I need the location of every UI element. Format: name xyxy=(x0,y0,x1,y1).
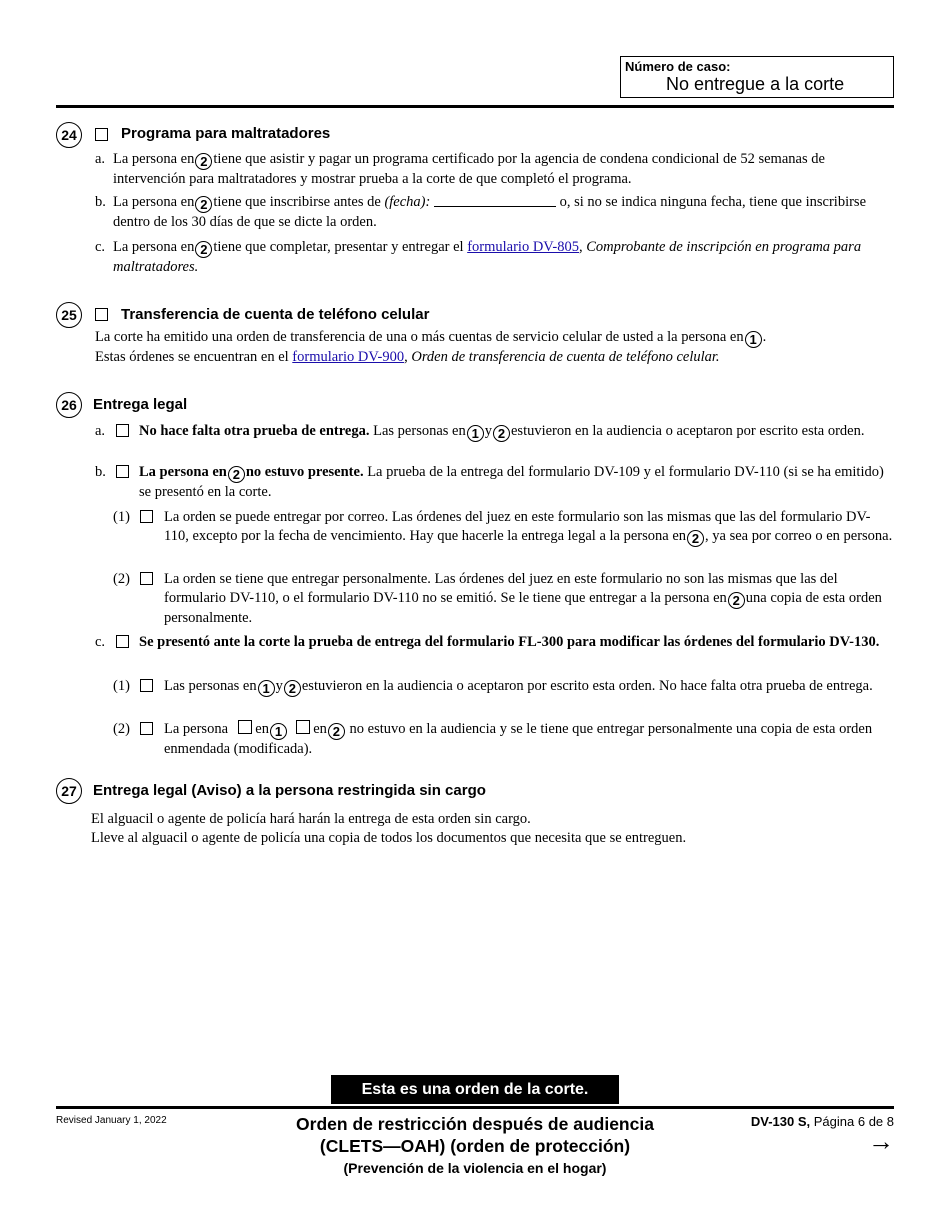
s26-c2-text: La persona en 1 en 2 no estuvo en la audiencia y se le tiene que entregar personalmente una copia de esta orden enmendada (modificada). xyxy=(164,721,873,757)
s26-b1-checkbox[interactable] xyxy=(140,510,153,523)
top-rule xyxy=(56,105,894,108)
section-24-title: Programa para maltratadores xyxy=(121,125,331,142)
s26-item-a-text: No hace falta otra prueba de entrega. Las personas en 1 y 2 estuvieron en la audiencia o aceptaron por escrito esta orden. xyxy=(139,423,865,441)
party-2-icon: 2 xyxy=(228,466,245,483)
s24-item-b-text: La persona en 2 tiene que inscribirse antes de (fecha): o, si no se indica ninguna fecha, tiene que inscribirse dentro de los 30 días de que se dicte la orden. xyxy=(113,194,867,230)
case-number-value: No entregue a la corte xyxy=(666,74,845,94)
party-2-icon: 2 xyxy=(328,723,345,740)
s26-item-c-checkbox[interactable] xyxy=(116,635,129,648)
party-2-icon: 2 xyxy=(284,680,301,697)
s26-b1-text: La orden se puede entregar por correo. Las órdenes del juez en este formulario son las mismas que las del formulario DV-110, excepto por la fecha de vencimiento. Hay que hacerle la entrega legal a la persona en 2 , ya sea por correo o en persona. xyxy=(164,509,893,546)
s26-b2-checkbox[interactable] xyxy=(140,572,153,585)
revised-date: Revised January 1, 2022 xyxy=(56,1115,167,1126)
party-2-icon: 2 xyxy=(728,592,745,609)
next-page-arrow-icon[interactable]: → xyxy=(868,1126,894,1156)
footer-rule xyxy=(56,1106,894,1109)
dv900-link[interactable]: formulario DV-900 xyxy=(292,349,405,365)
s24-item-c-text: La persona en 2 tiene que completar, presentar y entregar el formulario DV-805, Comprobante de inscripción en programa para maltratadores. xyxy=(113,239,862,275)
s26-c2-checkbox[interactable] xyxy=(140,722,153,735)
party-2-icon: 2 xyxy=(493,425,510,442)
section-27-title: Entrega legal (Aviso) a la persona restringida sin cargo xyxy=(93,782,486,799)
s24-item-c-label: c. xyxy=(95,239,106,255)
s26-c2-label: (2) xyxy=(113,721,130,737)
section-25-checkbox[interactable] xyxy=(95,308,108,321)
party-1-icon: 1 xyxy=(258,680,275,697)
s26-b2-text: La orden se tiene que entregar personalmente. Las órdenes del juez en este formulario no son las mismas que las del formulario DV-110, o el formulario DV-110 no se emitió. Se le tiene que entregar a la persona en 2 una copia de esta orden personalmente. xyxy=(164,571,882,626)
party-2-icon: 2 xyxy=(687,530,704,547)
s24-item-a-text: La persona en 2 tiene que asistir y pagar un programa certificado por la agencia de condena condicional de 52 semanas de intervención para maltratadores y mostrar prueba a la corte de que completó el programa. xyxy=(113,151,825,187)
s26-item-b-checkbox[interactable] xyxy=(116,465,129,478)
party-1-icon: 1 xyxy=(270,723,287,740)
dv805-link[interactable]: formulario DV-805 xyxy=(467,239,580,255)
party-1-icon: 1 xyxy=(467,425,484,442)
s26-c1-checkbox[interactable] xyxy=(140,679,153,692)
s26-c1-label: (1) xyxy=(113,678,130,694)
s26-item-b-text: La persona en 2 no estuvo presente. La prueba de la entrega del formulario DV-109 y el formulario DV-110 (si se ha emitido) se presentó en la corte. xyxy=(139,464,884,500)
party-2-icon: 2 xyxy=(195,196,212,213)
form-subtitle: (Prevención de la violencia en el hogar) xyxy=(343,1160,607,1176)
party-2-icon: 2 xyxy=(195,153,212,170)
section-25-number: 25 xyxy=(56,302,82,328)
s27-line-1: El alguacil o agente de policía hará harán la entrega de esta orden sin cargo. xyxy=(91,811,531,827)
s24-item-b-label: b. xyxy=(95,194,106,210)
court-order-banner: Esta es una orden de la corte. xyxy=(331,1075,619,1104)
s27-text xyxy=(91,810,891,848)
form-title-line-1: Orden de restricción después de audiencia xyxy=(296,1114,654,1134)
section-24-number: 24 xyxy=(56,122,82,148)
s25-text: La corte ha emitido una orden de transferencia de una o más cuentas de servicio celular de usted a la persona en 1 . Estas órdenes se encuentran en el formulario DV-900, Orden de transferencia de cuenta de teléfono celular. xyxy=(95,329,767,365)
s26-item-b-label: b. xyxy=(95,464,106,480)
s26-item-a-label: a. xyxy=(95,423,106,439)
s24-item-a-label: a. xyxy=(95,151,106,167)
s26-b2-label: (2) xyxy=(113,571,130,587)
section-25-title: Transferencia de cuenta de teléfono celular xyxy=(121,306,430,323)
s26-item-c-text: Se presentó ante la corte la prueba de entrega del formulario FL-300 para modificar las órdenes del formulario DV-130. xyxy=(139,634,880,650)
s26-c2-party2-checkbox[interactable] xyxy=(296,720,310,734)
s26-c1-text: Las personas en 1 y 2 estuvieron en la audiencia o aceptaron por escrito esta orden. No hace falta otra prueba de entrega. xyxy=(164,678,873,696)
fecha-blank[interactable] xyxy=(434,194,556,207)
case-number-box xyxy=(620,56,894,98)
s26-item-a-checkbox[interactable] xyxy=(116,424,129,437)
party-1-icon: 1 xyxy=(745,331,762,348)
form-title-line-2: (CLETS—OAH) (orden de protección) xyxy=(319,1136,631,1156)
case-number-label: Número de caso: xyxy=(625,59,731,74)
section-27-number: 27 xyxy=(56,778,82,804)
page-number: DV-130 S, Página 6 de 8 xyxy=(750,1114,894,1129)
s27-line-2: Lleve al alguacil o agente de policía una copia de todos los documentos que necesita que se entreguen. xyxy=(91,830,687,846)
s26-item-c-label: c. xyxy=(95,634,106,650)
section-24-checkbox[interactable] xyxy=(95,128,108,141)
section-26-number: 26 xyxy=(56,392,82,418)
form-title xyxy=(255,1113,695,1179)
s26-b1-label: (1) xyxy=(113,509,130,525)
section-26-title: Entrega legal xyxy=(93,396,188,413)
s26-c2-party1-checkbox[interactable] xyxy=(238,720,252,734)
party-2-icon: 2 xyxy=(195,241,212,258)
